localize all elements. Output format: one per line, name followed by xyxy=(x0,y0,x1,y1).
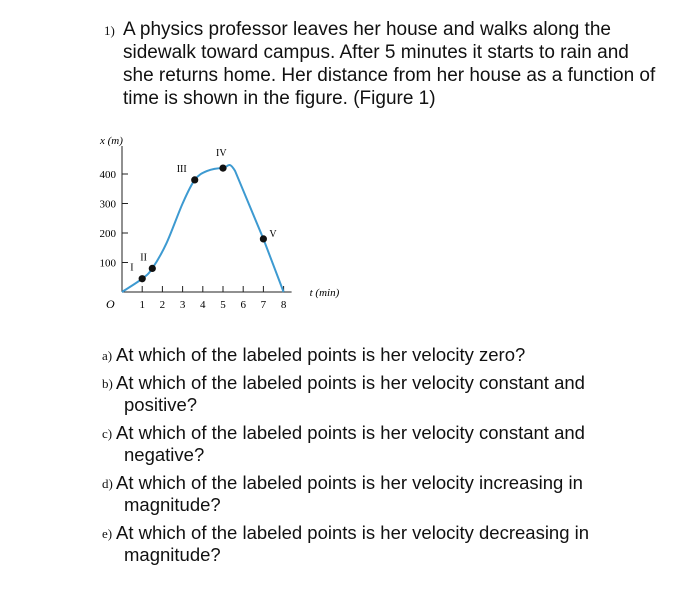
point-label-i: I xyxy=(130,262,134,274)
point-v xyxy=(260,235,267,242)
point-iv xyxy=(219,165,226,172)
position-curve xyxy=(122,165,284,292)
x-tick-label: 4 xyxy=(200,299,206,311)
question-label: a) xyxy=(102,348,113,363)
problem-text: A physics professor leaves her house and walks along the sidewalk toward campus. After 5 minutes it starts to rain and she returns home. Her distance from her house as a function of time is shown in the figure. (Figure 1) xyxy=(123,19,656,109)
question-b xyxy=(96,372,656,416)
y-tick-label: 200 xyxy=(99,228,116,240)
axes xyxy=(122,146,292,292)
question-a xyxy=(96,344,656,366)
question-text: At which of the labeled points is her velocity zero? xyxy=(116,344,526,365)
point-label-iii: III xyxy=(176,163,187,175)
origin-label: O xyxy=(106,297,115,311)
question-d xyxy=(96,472,656,516)
figure-1 xyxy=(80,128,360,323)
x-tick-label: 1 xyxy=(139,299,145,311)
question-label: c) xyxy=(102,426,113,441)
x-tick-label: 5 xyxy=(220,299,226,311)
question-text: At which of the labeled points is her velocity constant and negative? xyxy=(116,422,585,465)
point-label-ii: II xyxy=(140,252,147,264)
question-c xyxy=(96,422,656,466)
y-ticks xyxy=(100,169,129,270)
y-axis-label: x (m) xyxy=(100,135,123,147)
point-ii xyxy=(149,265,156,272)
question-label: b) xyxy=(102,376,113,391)
question-label: e) xyxy=(102,526,113,541)
x-axis-label: t (min) xyxy=(309,287,340,299)
labeled-points xyxy=(130,148,277,282)
position-time-graph xyxy=(80,128,360,318)
x-tick-label: 6 xyxy=(240,299,246,311)
problem-number: 1) xyxy=(104,23,115,38)
x-ticks xyxy=(139,286,286,311)
question-text: At which of the labeled points is her velocity constant and positive? xyxy=(116,372,585,415)
question-label: d) xyxy=(102,476,113,491)
y-tick-label: 400 xyxy=(99,169,116,181)
problem-statement xyxy=(104,18,664,110)
question-text: At which of the labeled points is her velocity decreasing in magnitude? xyxy=(116,522,590,565)
point-label-v: V xyxy=(269,228,277,240)
y-tick-label: 300 xyxy=(99,198,116,211)
y-tick-label: 100 xyxy=(99,257,116,270)
point-label-iv: IV xyxy=(216,148,227,160)
question-e xyxy=(96,522,656,566)
point-i xyxy=(139,275,146,282)
x-tick-label: 2 xyxy=(159,299,166,311)
x-tick-label: 3 xyxy=(179,299,186,311)
question-text: At which of the labeled points is her velocity increasing in magnitude? xyxy=(116,472,583,515)
question-list xyxy=(96,344,656,572)
x-tick-label: 7 xyxy=(260,299,267,311)
x-tick-label: 8 xyxy=(280,299,287,311)
point-iii xyxy=(191,176,198,183)
